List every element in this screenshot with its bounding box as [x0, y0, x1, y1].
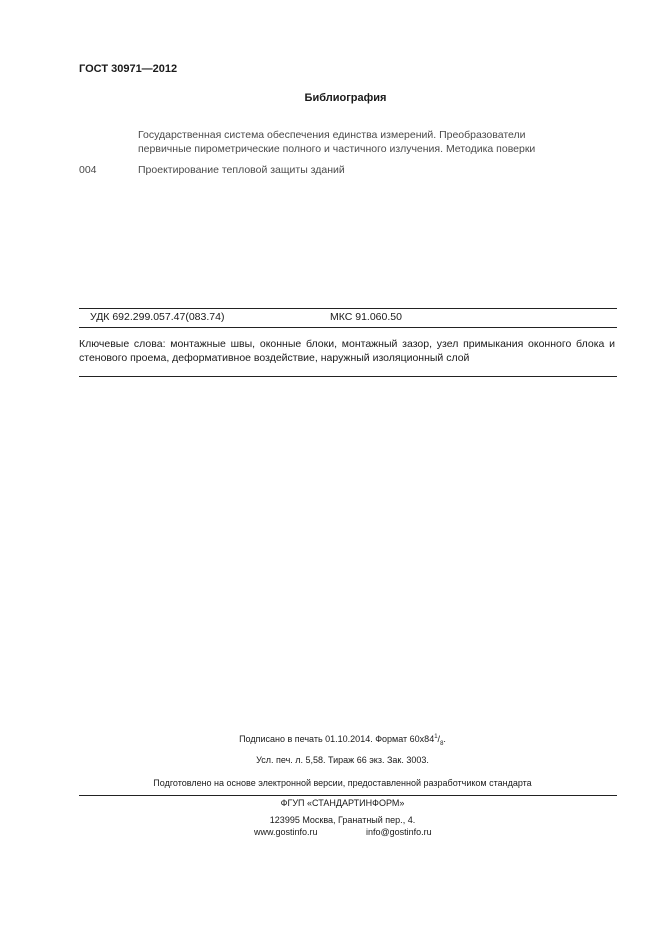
bibliography-item-number: 004: [79, 164, 97, 176]
imprint-signed-text: Подписано в печать 01.10.2014. Формат 60х84: [239, 734, 435, 744]
divider-middle: [79, 327, 617, 328]
imprint-signed: Подписано в печать 01.10.2014. Формат $60х84^1/_8$.: [239, 734, 446, 747]
bibliography-item-text: [138, 128, 535, 156]
bibliography-title: Библиография: [304, 92, 387, 104]
bibliography-item-line: Проектирование тепловой защиты зданий: [138, 164, 345, 176]
format-fraction-numerator: 1: [434, 734, 438, 740]
imprint-address: 123995 Москва, Гранатный пер., 4.: [269, 815, 416, 825]
udk-code: УДК 692.299.057.47(083.74): [90, 311, 225, 323]
imprint-signed-suffix: .: [443, 734, 446, 744]
divider-bottom: [79, 376, 617, 377]
website-link[interactable]: www.gostinfo.ru: [254, 827, 318, 837]
mks-code: МКС 91.060.50: [330, 311, 402, 323]
standard-number: ГОСТ 30971—2012: [79, 63, 178, 75]
divider-top: [79, 308, 617, 309]
keywords: Ключевые слова: монтажные швы, оконные блоки, монтажный зазор, узел примыкания оконного блока и стенового проема, деформативное воздействие, наружный изоляционный слой: [79, 338, 615, 364]
imprint-print-info: Усл. печ. л. 5,58. Тираж 66 экз. Зак. 3003.: [256, 755, 429, 765]
bibliography-item-line: Государственная система обеспечения единства измерений. Преобразователи: [138, 129, 526, 141]
format-fraction-denominator: 8: [440, 740, 444, 747]
email-link[interactable]: info@gostinfo.ru: [366, 827, 432, 837]
imprint-publisher: ФГУП «СТАНДАРТИНФОРМ»: [280, 798, 405, 808]
bibliography-item-text: [138, 163, 345, 177]
imprint-prepared: Подготовлено на основе электронной версии, предоставленной разработчиком стандарта: [153, 778, 532, 788]
imprint-divider: [79, 795, 617, 796]
bibliography-item-line: первичные пирометрические полного и частичного излучения. Методика поверки: [138, 143, 536, 155]
